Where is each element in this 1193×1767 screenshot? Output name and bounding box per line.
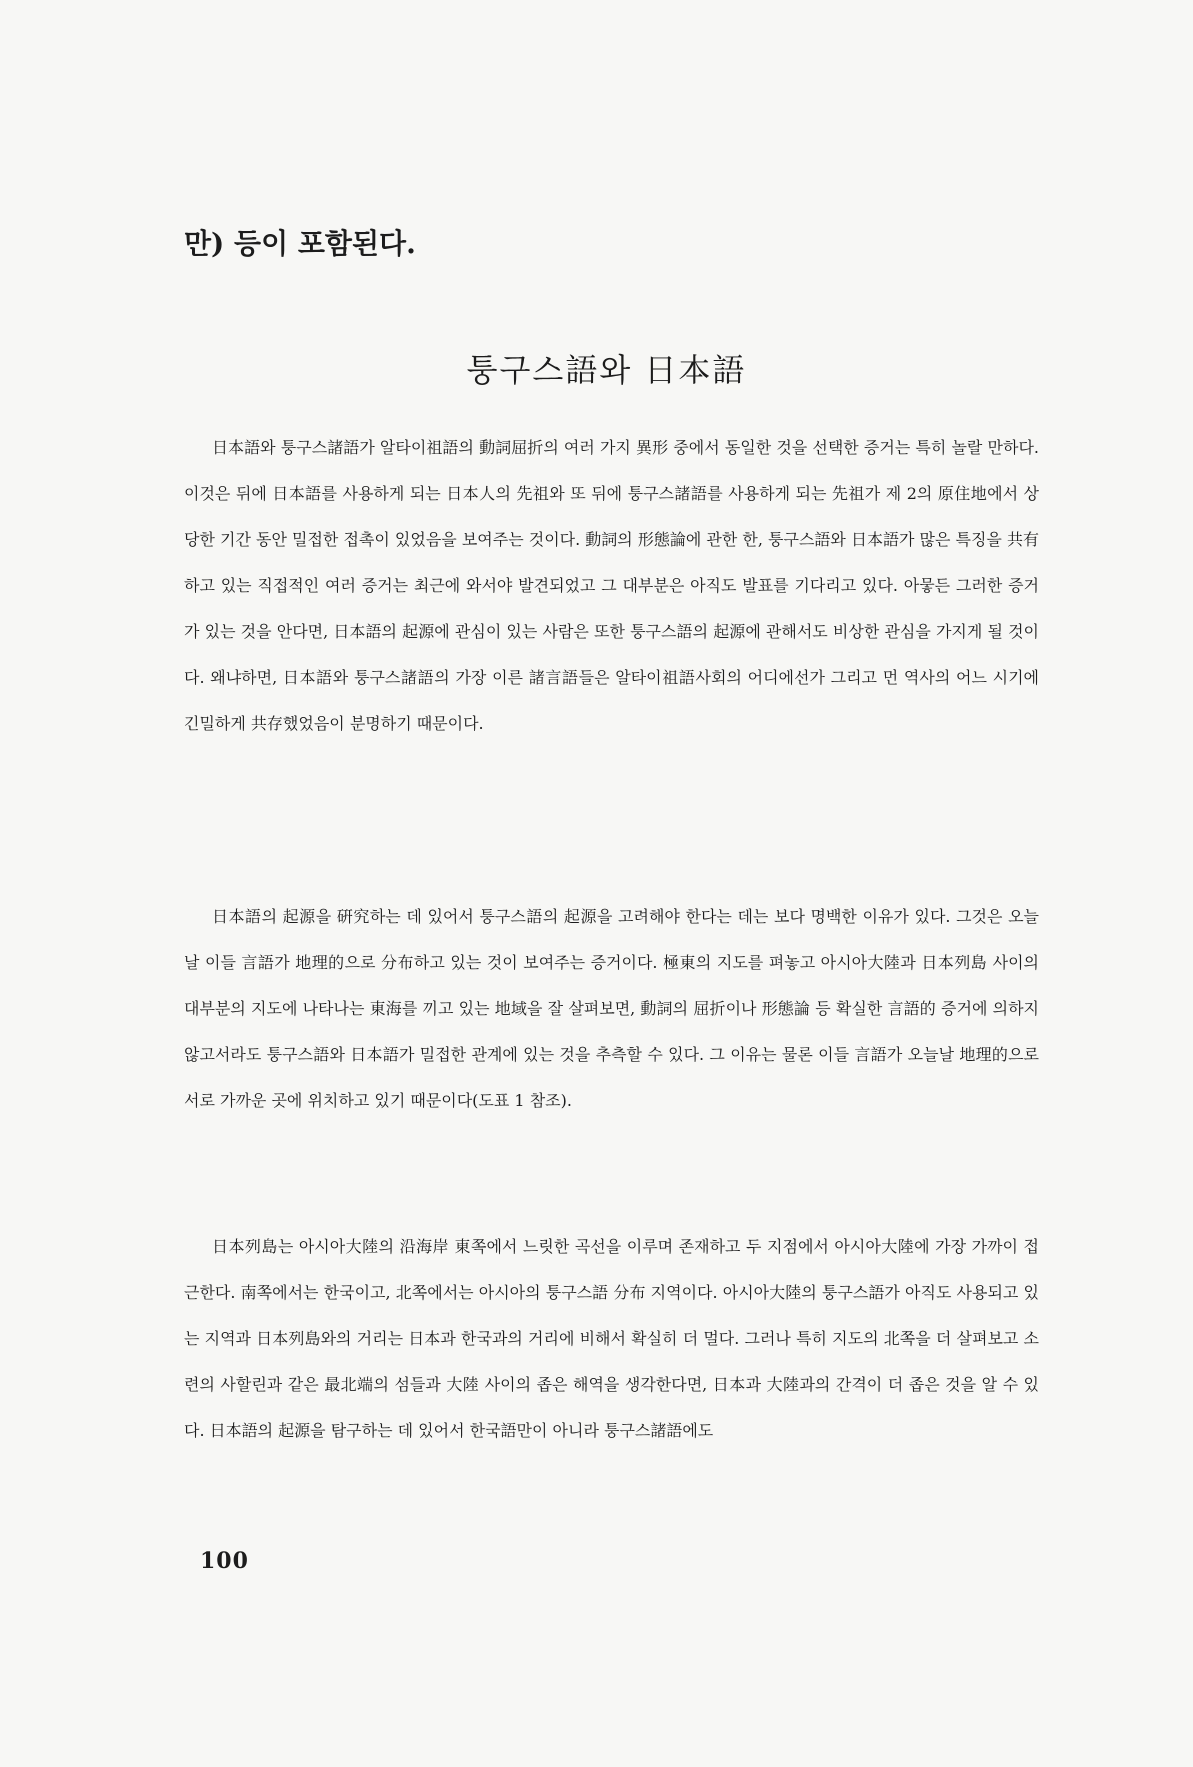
section-title: 퉁구스語와 日本語 xyxy=(466,351,747,389)
paragraph: 日本列島는 아시아大陸의 沿海岸 東쪽에서 느릿한 곡선을 이루며 존재하고 두 지점에서 아시아大陸에 가장 가까이 접근한다. 南쪽에서는 한국이고, 北쪽에서는 아시아의 퉁구스語 分布 지역이다. 아시아大陸의 퉁구스語가 아직도 사용되고 있는 지역과 日本列島와의 거리는 日本과 한국과의 거리에 비해서 확실히 더 멀다. 그러나 특히 지도의 北쪽을 더 살펴보고 소련의 사할린과 같은 最北端의 섬들과 大陸 사이의 좁은 해역을 생각한다면, 日本과 大陸과의 간격이 더 좁은 것을 알 수 있다. 日本語의 起源을 탐구하는 데 있어서 한국語만이 아니라 퉁구스諸語에도 xyxy=(184,1237,1039,1440)
paragraph: 日本語와 퉁구스諸語가 알타이祖語의 動詞屈折의 여러 가지 異形 중에서 동일한 것을 선택한 증거는 특히 놀랄 만하다. 이것은 뒤에 日本語를 사용하게 되는 日本人의 先祖와 또 뒤에 퉁구스諸語를 사용하게 되는 先祖가 제 2의 原住地에서 상당한 기간 동안 밀접한 접촉이 있었음을 보여주는 것이다. 動詞의 形態論에 관한 한, 퉁구스語와 日本語가 많은 특징을 共有하고 있는 직접적인 여러 증거는 최근에 와서야 발견되었고 그 대부분은 아직도 발표를 기다리고 있다. 아뭏든 그러한 증거가 있는 것을 안다면, 日本語의 起源에 관심이 있는 사람은 또한 퉁구스語의 起源에 관해서도 비상한 관심을 가지게 될 것이다. 왜냐하면, 日本語와 퉁구스諸語의 가장 이른 諸言語들은 알타이祖語사회의 어디에선가 그리고 먼 역사의 어느 시기에 긴밀하게 共存했었음이 분명하기 때문이다. xyxy=(184,438,1039,733)
paragraph: 日本語의 起源을 硏究하는 데 있어서 퉁구스語의 起源을 고려해야 한다는 데는 보다 명백한 이유가 있다. 그것은 오늘날 이들 言語가 地理的으로 分布하고 있는 것이 보여주는 증거이다. 極東의 지도를 펴놓고 아시아大陸과 日本列島 사이의 대부분의 지도에 나타나는 東海를 끼고 있는 地域을 잘 살펴보면, 動詞의 屈折이나 形態論 등 확실한 言語的 증거에 의하지 않고서라도 퉁구스語와 日本語가 밀접한 관계에 있는 것을 추측할 수 있다. 그 이유는 물론 이들 言語가 오늘날 地理的으로 서로 가까운 곳에 위치하고 있기 때문이다(도표 1 참조). xyxy=(184,907,1039,1110)
page-number: 100 xyxy=(200,1548,249,1574)
continuation-line: 만) 등이 포함된다. xyxy=(184,227,416,260)
